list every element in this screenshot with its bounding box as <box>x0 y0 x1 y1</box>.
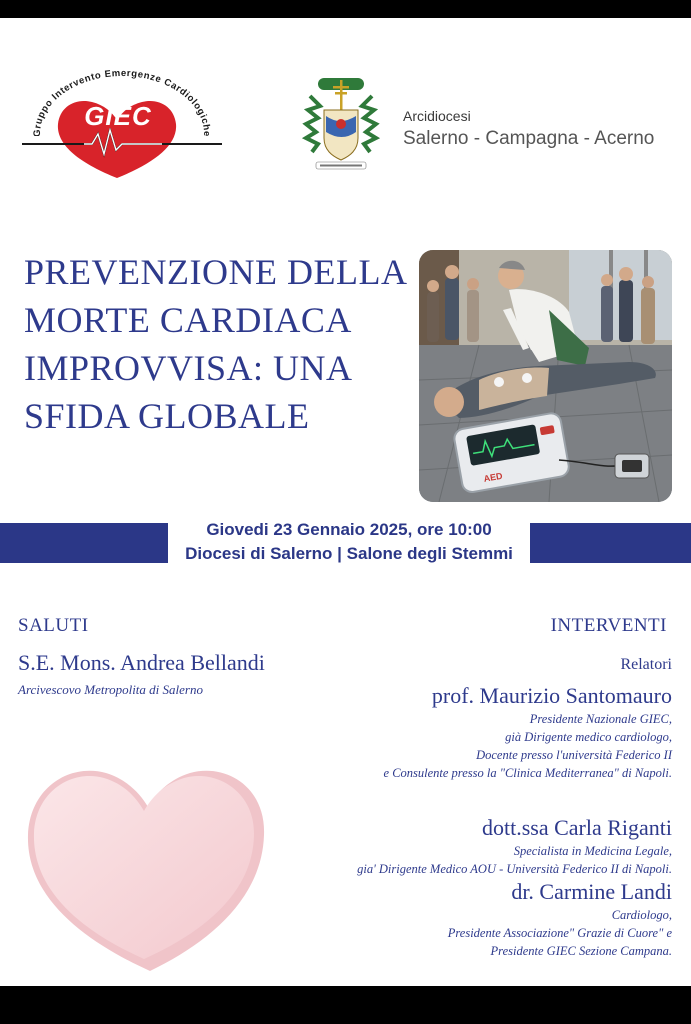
cpr-illustration <box>419 250 672 502</box>
band-left-bar <box>0 523 168 563</box>
speaker-desc-line: Docente presso l'università Federico II <box>476 748 672 762</box>
speaker-name: prof. Maurizio Santomauro <box>431 683 672 708</box>
speaker-desc-line: Presidente Associazione" Grazie di Cuore" e <box>447 926 672 940</box>
relatori-label: Relatori <box>620 656 672 673</box>
event-title <box>24 248 414 440</box>
speaker-desc-line: Presidente GIEC Sezione Campana. <box>490 944 672 958</box>
event-datetime: Giovedi 23 Gennaio 2025, ore 10:00 <box>206 520 492 539</box>
speaker-desc-line: gia' Dirigente Medico AOU - Università Federico II di Napoli. <box>357 862 672 876</box>
speaker-desc-line: già Dirigente medico cardiologo, <box>505 730 672 744</box>
speaker-desc-line: Presidente Nazionale GIEC, <box>529 712 672 726</box>
ecg-line-icon <box>22 128 222 158</box>
speaker-desc-line: Cardiologo, <box>611 908 672 922</box>
saluti-name: S.E. Mons. Andrea Bellandi <box>18 650 265 675</box>
speaker-block <box>384 682 672 782</box>
aed-label: AED <box>482 470 504 484</box>
decorative-heart-icon <box>18 753 270 975</box>
archdiocese-crest-icon <box>302 76 380 178</box>
speaker-name: dr. Carmine Landi <box>511 879 672 904</box>
title-line: PREVENZIONE DELLA <box>24 252 408 292</box>
event-venue: Diocesi di Salerno | Salone degli Stemmi <box>185 544 513 563</box>
speaker-desc-line: Specialista in Medicina Legale, <box>513 844 672 858</box>
poster <box>0 18 691 986</box>
title-line: MORTE CARDIACA <box>24 300 352 340</box>
speaker-desc-line: e Consulente presso la "Clinica Mediterranea" di Napoli. <box>383 766 672 780</box>
saluti-heading: SALUTI <box>18 615 89 636</box>
saluti-role: Arcivescovo Metropolita di Salerno <box>18 682 203 697</box>
band-right-bar <box>530 523 691 563</box>
title-line: SFIDA GLOBALE <box>24 396 310 436</box>
svg-text:Gruppo Intervento Emergenze Ca: Gruppo Intervento Emergenze Cardiologiche <box>31 67 213 136</box>
event-info <box>168 518 530 566</box>
speaker-block <box>357 814 672 878</box>
speaker-name: dott.ssa Carla Riganti <box>481 815 672 840</box>
interventi-heading: INTERVENTI <box>550 615 667 636</box>
title-line: IMPROVVISA: UNA <box>24 348 353 388</box>
archdiocese-label: Arcidiocesi <box>403 108 471 124</box>
archdiocese-name: Salerno - Campagna - Acerno <box>403 128 655 149</box>
speaker-block <box>448 878 672 960</box>
giec-acronym: GIEC <box>84 101 152 131</box>
